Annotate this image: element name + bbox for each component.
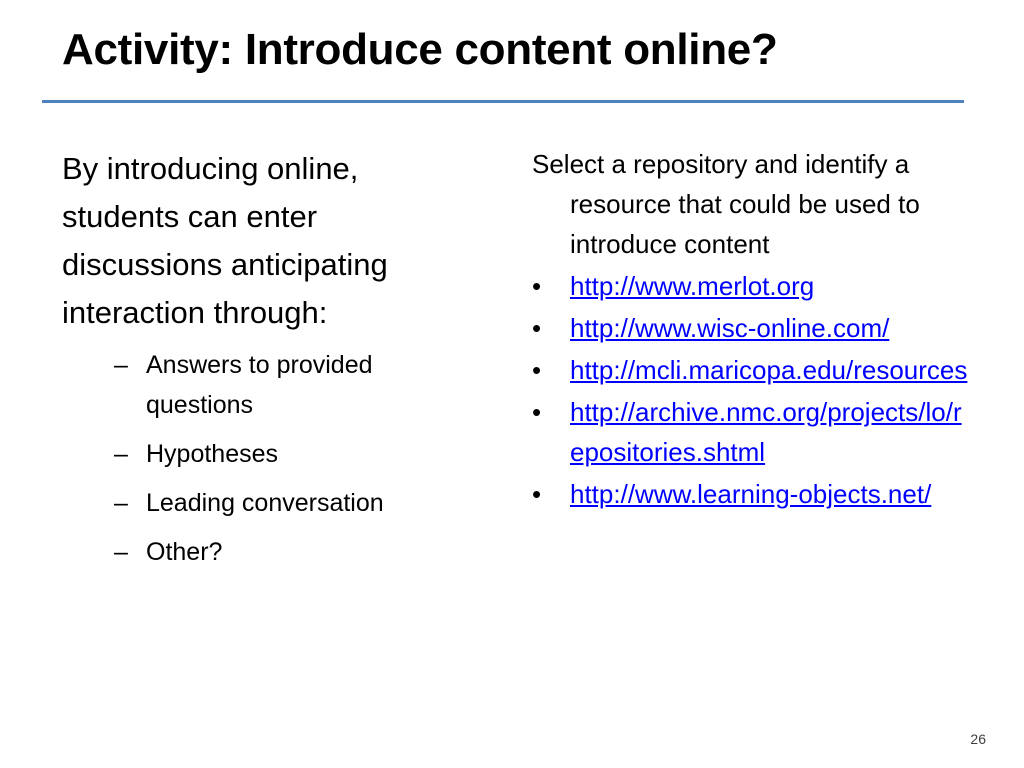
repository-link-wisc-online[interactable]: http://www.wisc-online.com/ bbox=[570, 313, 890, 343]
right-column bbox=[532, 144, 972, 516]
repository-link-maricopa[interactable]: http://mcli.maricopa.edu/resources bbox=[570, 355, 968, 385]
list-item bbox=[532, 474, 972, 514]
repository-link-list bbox=[532, 266, 972, 514]
repository-link-learning-objects[interactable]: http://www.learning-objects.net/ bbox=[570, 479, 932, 509]
left-intro-text: By introducing online, students can enter discussions anticipating interaction through: bbox=[62, 151, 388, 330]
bullet-dot: • bbox=[532, 271, 542, 301]
dash-bullet: – bbox=[114, 440, 128, 468]
list-item-text: Leading conversation bbox=[146, 489, 384, 517]
list-item bbox=[532, 392, 972, 472]
bullet-dot: • bbox=[532, 313, 542, 343]
list-item bbox=[532, 350, 972, 390]
list-item bbox=[532, 266, 972, 306]
list-item bbox=[114, 434, 482, 474]
dash-bullet: – bbox=[114, 538, 128, 566]
title-divider bbox=[42, 100, 964, 103]
list-item bbox=[114, 483, 482, 523]
page-number: 26 bbox=[970, 731, 986, 747]
list-item bbox=[532, 308, 972, 348]
left-column bbox=[62, 145, 482, 581]
list-item-text: Hypotheses bbox=[146, 440, 279, 468]
bullet-dot: • bbox=[532, 479, 542, 509]
list-item-text: Answers to provided questions bbox=[146, 351, 373, 419]
dash-bullet: – bbox=[114, 489, 128, 517]
list-item bbox=[114, 345, 482, 425]
list-item bbox=[114, 532, 482, 572]
right-intro-text: Select a repository and identify a resource that could be used to introduce content bbox=[532, 149, 920, 259]
repository-link-merlot[interactable]: http://www.merlot.org bbox=[570, 271, 815, 301]
interaction-list bbox=[62, 345, 482, 572]
bullet-dot: • bbox=[532, 355, 542, 385]
bullet-dot: • bbox=[532, 397, 542, 427]
repository-link-nmc[interactable]: http://archive.nmc.org/projects/lo/repositories.shtml bbox=[570, 397, 962, 467]
list-item-text: Other? bbox=[146, 538, 223, 566]
slide-title: Activity: Introduce content online? bbox=[62, 25, 778, 74]
dash-bullet: – bbox=[114, 351, 128, 379]
